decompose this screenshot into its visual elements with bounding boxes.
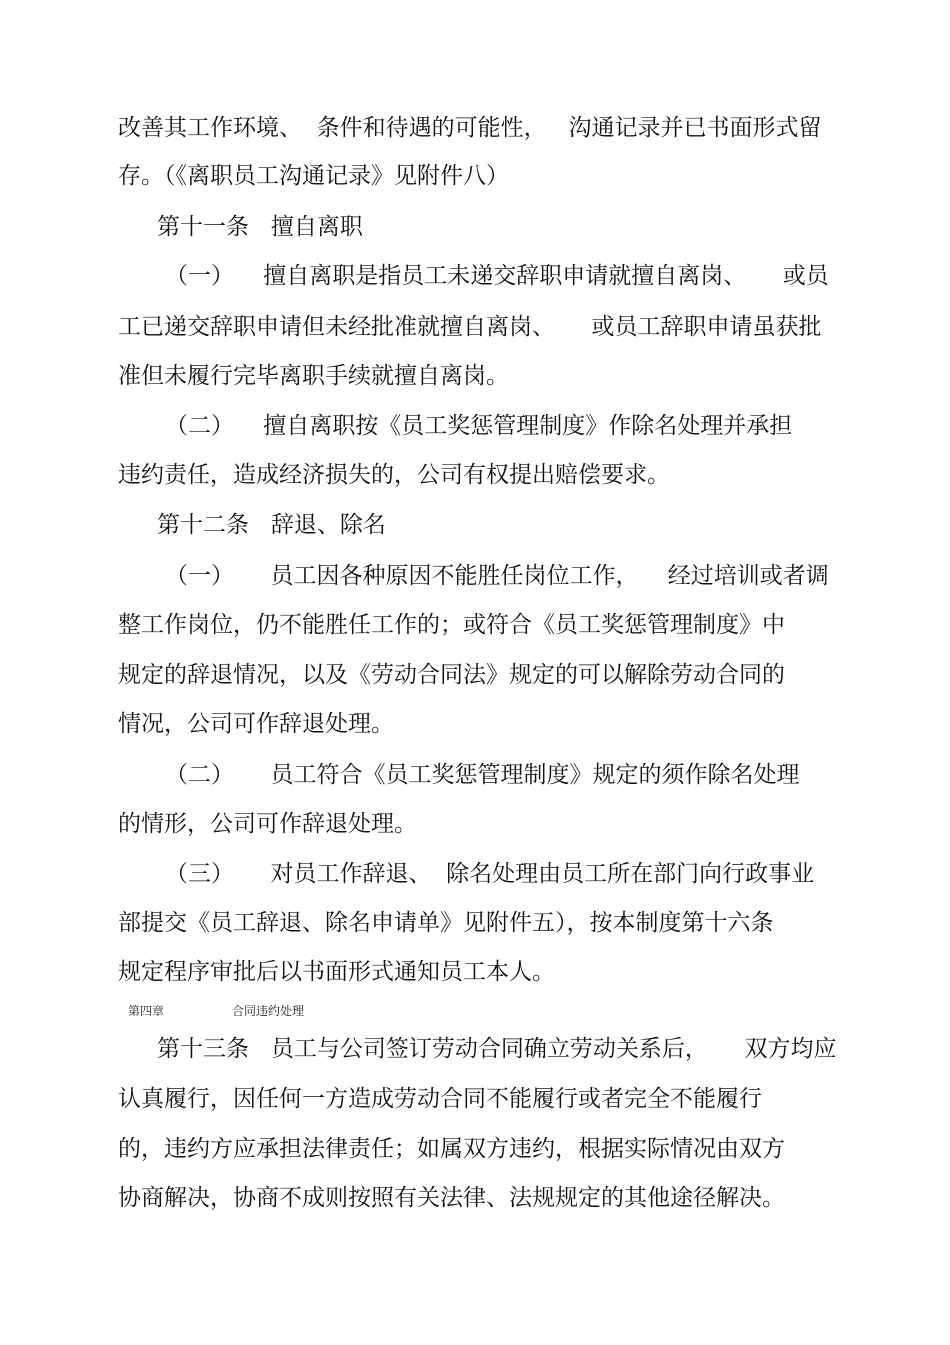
body-line: 整工作岗位，仍不能胜任工作的；或符合《员工奖惩管理制度》中 bbox=[118, 612, 785, 638]
body-line: 违约责任，造成经济损失的，公司有权提出赔偿要求。 bbox=[118, 462, 670, 488]
body-line: （二） 员工符合《员工奖惩管理制度》规定的须作除名处理 bbox=[165, 762, 800, 788]
body-line: 存。（《离职员工沟通记录》见附件八） bbox=[118, 163, 509, 189]
chapter-number: 第四章 bbox=[128, 1004, 165, 1018]
body-line: 准但未履行完毕离职手续就擅自离岗。 bbox=[118, 363, 509, 389]
body-line: 情况，公司可作辞退处理。 bbox=[118, 711, 394, 737]
chapter-title: 合同违约处理 bbox=[232, 1004, 305, 1018]
body-line: 协商解决，协商不成则按照有关法律、法规规定的其他途径解决。 bbox=[118, 1185, 785, 1211]
body-line: 的，违约方应承担法律责任；如属双方违约，根据实际情况由双方 bbox=[118, 1136, 785, 1162]
body-line: （三） 对员工作辞退、 除名处理由员工所在部门向行政事业 bbox=[165, 861, 815, 887]
body-line: 工已递交辞职申请但未经批准就擅自离岗、 或员工辞职申请虽获批 bbox=[118, 314, 822, 340]
body-line: 部提交《员工辞退、除名申请单》见附件五），按本制度第十六条 bbox=[118, 910, 774, 936]
article-heading: 第十三条 员工与公司签订劳动合同确立劳动关系后， 双方均应 bbox=[157, 1036, 837, 1062]
body-line: （一） 员工因各种原因不能胜任岗位工作， 经过培训或者调 bbox=[165, 563, 829, 589]
article-heading: 第十二条 辞退、除名 bbox=[157, 512, 386, 538]
body-line: 规定程序审批后以书面形式通知员工本人。 bbox=[118, 959, 555, 985]
body-line: 改善其工作环境、 条件和待遇的可能性， 沟通记录并已书面形式留 bbox=[118, 115, 822, 141]
body-line: 规定的辞退情况，以及《劳动合同法》规定的可以解除劳动合同的 bbox=[118, 662, 785, 688]
body-line: （一） 擅自离职是指员工未递交辞职申请就擅自离岗、 或员 bbox=[165, 263, 829, 289]
body-line: （二） 擅自离职按《员工奖惩管理制度》作除名处理并承担 bbox=[165, 413, 793, 439]
article-heading: 第十一条 擅自离职 bbox=[157, 214, 363, 240]
body-line: 的情形，公司可作辞退处理。 bbox=[118, 811, 417, 837]
body-line: 认真履行，因任何一方造成劳动合同不能履行或者完全不能履行 bbox=[118, 1086, 762, 1112]
